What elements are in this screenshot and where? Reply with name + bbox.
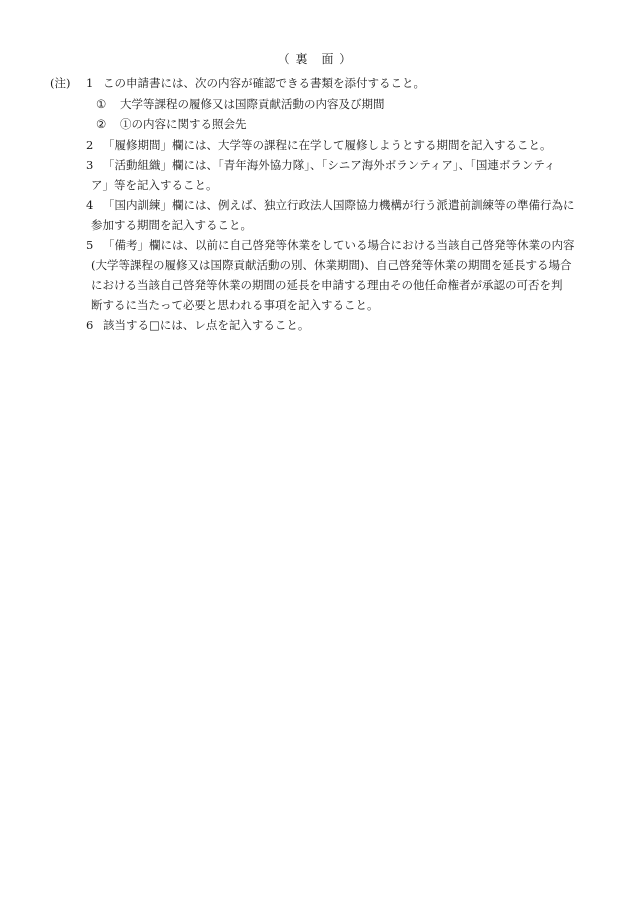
page-title: （ 裏 面 ） — [277, 52, 353, 66]
note-item-2 — [0, 138, 630, 152]
note-item-1 — [0, 76, 630, 90]
note-item-4-cont — [0, 218, 630, 232]
note-text-continued: における当該自己啓発等休業の期間の延長を申請する理由その他任命権者が承認の可否を判 — [91, 278, 563, 292]
note-text: 該当する□には、レ点を記入すること。 — [103, 318, 310, 332]
note-number: 4 — [86, 198, 94, 212]
note-item-4 — [0, 198, 630, 212]
subitem-number: ① — [96, 97, 107, 111]
note-subitem-1 — [0, 97, 630, 111]
note-subitem-2 — [0, 117, 630, 131]
note-item-6 — [0, 318, 630, 332]
note-item-5-cont-2 — [0, 278, 630, 292]
note-text: この申請書には、次の内容が確認できる書類を添付すること。 — [103, 76, 425, 90]
note-text: 「活動組織」欄には、「青年海外協力隊」、「シニア海外ボランティア」、「国連ボランティ — [103, 158, 556, 172]
note-text-continued: (大学等課程の履修又は国際貢献活動の別、休業期間)、自己啓発等休業の期間を延長する場合 — [91, 258, 572, 272]
subitem-text: 大学等課程の履修又は国際貢献活動の内容及び期間 — [120, 97, 385, 111]
note-item-5 — [0, 238, 630, 252]
note-number: 2 — [86, 138, 94, 152]
note-number: 3 — [86, 158, 94, 172]
note-text-continued: ア」等を記入すること。 — [91, 178, 218, 192]
subitem-number: ② — [96, 117, 107, 131]
note-text: 「備考」欄には、以前に自己啓発等休業をしている場合における当該自己啓発等休業の内容 — [103, 238, 575, 252]
subitem-text: ①の内容に関する照会先 — [120, 117, 247, 131]
note-item-3-cont — [0, 178, 630, 192]
note-text: 「国内訓練」欄には、例えば、独立行政法人国際協力機構が行う派遣前訓練等の準備行為に — [103, 198, 575, 212]
note-item-5-cont-1 — [0, 258, 630, 272]
note-text: 「履修期間」欄には、大学等の課程に在学して履修しようとする期間を記入すること。 — [103, 138, 552, 152]
note-item-5-cont-3 — [0, 298, 630, 312]
note-number: 6 — [86, 318, 94, 332]
note-text-continued: 断するに当たって必要と思われる事項を記入すること。 — [91, 298, 379, 312]
note-number: 5 — [86, 238, 94, 252]
note-text-continued: 参加する期間を記入すること。 — [91, 218, 252, 232]
note-item-3 — [0, 158, 630, 172]
note-label: (注) — [50, 76, 71, 90]
note-number: 1 — [86, 76, 94, 90]
